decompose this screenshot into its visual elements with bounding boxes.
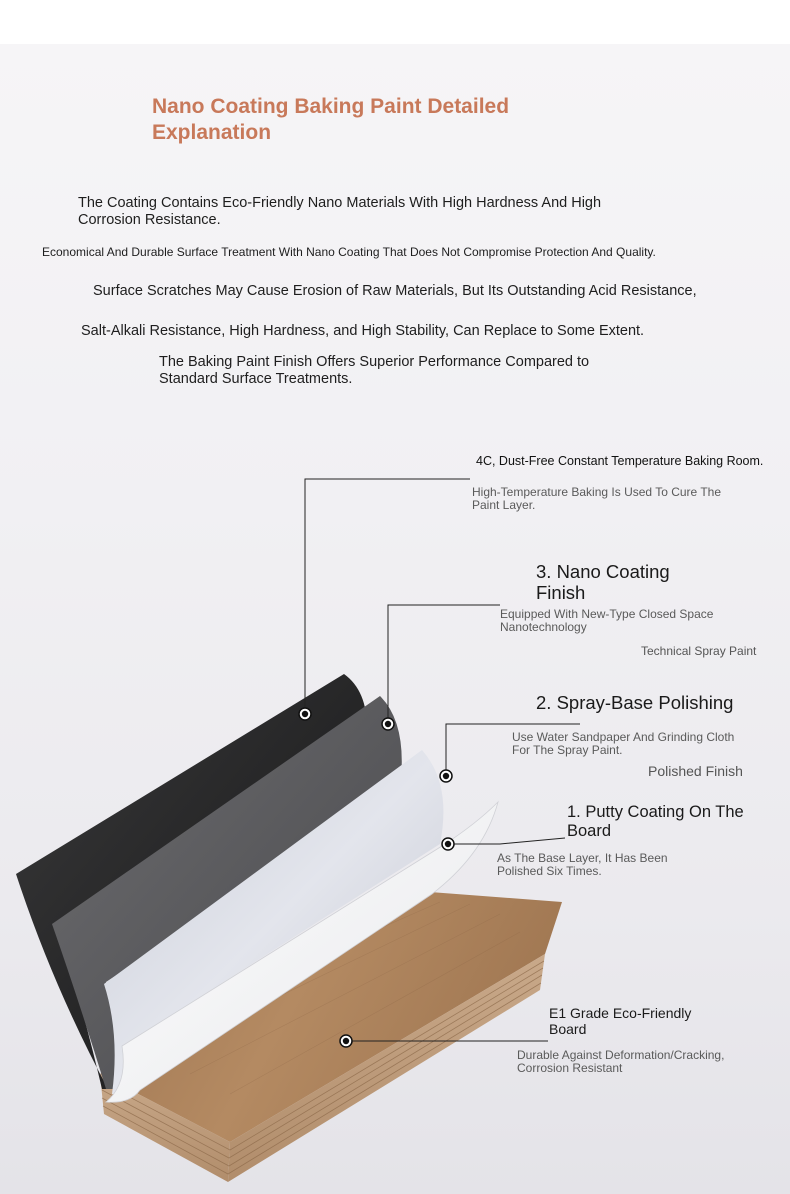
intro-line-4: Salt-Alkali Resistance, High Hardness, and High Stability, Can Replace to Some Extent. xyxy=(81,323,645,339)
callout-nano-desc: Equipped With New-Type Closed Space Nanotechnology xyxy=(500,607,714,634)
callout-spray-tag: Polished Finish xyxy=(648,763,743,779)
intro-line-3: Surface Scratches May Cause Erosion of Raw Materials, But Its Outstanding Acid Resistance, xyxy=(93,283,697,299)
callout-baking-desc: High-Temperature Baking Is Used To Cure The Paint Layer. xyxy=(472,485,722,512)
callout-nano-heading: 3. Nano Coating Finish xyxy=(536,561,670,603)
intro-line-2: Economical And Durable Surface Treatment With Nano Coating That Does Not Compromise Protection And Quality. xyxy=(42,245,656,259)
callout-board-desc: Durable Against Deformation/Cracking, Corrosion Resistant xyxy=(517,1048,725,1075)
page-title: Nano Coating Baking Paint Detailed Explanation xyxy=(152,95,510,144)
callout-spray-heading: 2. Spray-Base Polishing xyxy=(536,692,734,713)
callout-spray-desc: Use Water Sandpaper And Grinding Cloth For The Spray Paint. xyxy=(512,730,735,757)
callout-putty-heading: 1. Putty Coating On The Board xyxy=(567,803,744,840)
callout-putty-desc: As The Base Layer, It Has Been Polished Six Times. xyxy=(497,851,668,878)
callout-baking-heading: 4C, Dust-Free Constant Temperature Baking Room. xyxy=(476,454,764,468)
product-detail-panel xyxy=(0,44,790,1194)
callout-nano-tag: Technical Spray Paint xyxy=(641,644,757,658)
intro-line-1: The Coating Contains Eco-Friendly Nano Materials With High Hardness And High Corrosion Resistance. xyxy=(78,195,602,228)
leader-line-nano xyxy=(388,605,500,724)
callout-board-heading: E1 Grade Eco-Friendly Board xyxy=(549,1005,692,1037)
intro-line-5: The Baking Paint Finish Offers Superior Performance Compared to Standard Surface Treatments. xyxy=(159,354,590,387)
